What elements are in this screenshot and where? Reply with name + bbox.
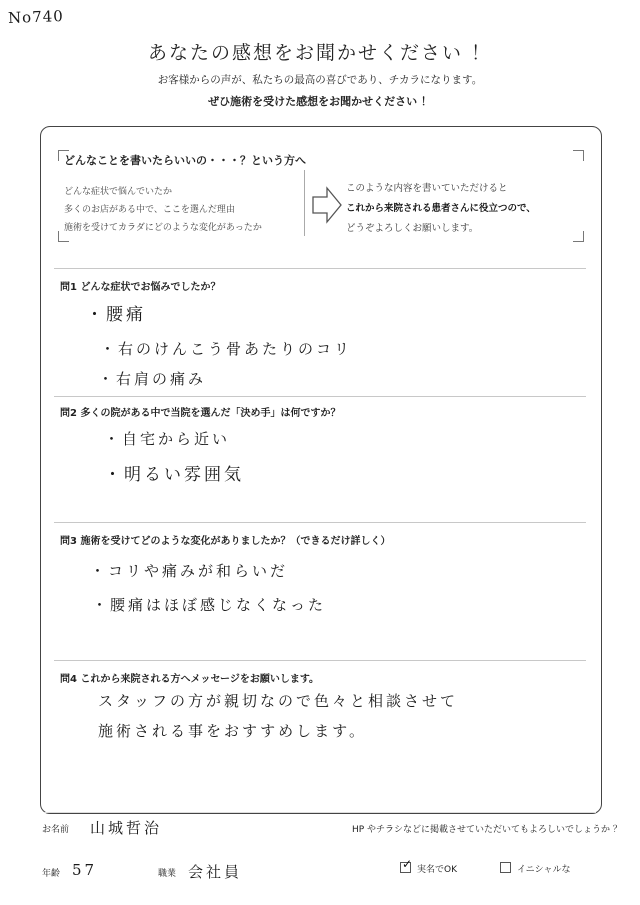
name-label: お名前 xyxy=(42,825,70,835)
question-1-answer: ・右のけんこう骨あたりのコリ xyxy=(100,340,353,358)
question-1-answer: ・腰痛 xyxy=(86,305,146,325)
option-real-name[interactable] xyxy=(400,857,457,875)
question-2-answer: ・自宅から近い xyxy=(104,430,231,448)
occupation-field: 会社員 xyxy=(188,863,243,881)
question-4-answer: 施術される事をおすすめします。 xyxy=(98,722,367,740)
question-1-answer: ・右肩の痛み xyxy=(98,370,207,388)
section-divider xyxy=(54,396,586,397)
publish-consent-question: HP やチラシなどに掲載させていただいてもよろしいでしょうか ？ xyxy=(352,825,622,835)
subtitle-emphasis: ぜひ施術を受けた感想をお聞かせください ！ xyxy=(208,95,432,108)
question-2-label: 問2 多くの院がある中で当院を選んだ「決め手」は何ですか？ xyxy=(60,408,341,419)
question-2-answer: ・明るい雰囲気 xyxy=(104,465,244,485)
document-number: No740 xyxy=(7,7,65,27)
option-initials-label: イニシャルな xyxy=(517,865,571,875)
question-3-answer: ・腰痛はほぼ感じなくなった xyxy=(92,596,327,614)
age-label: 年齢 xyxy=(42,869,61,879)
question-3-label: 問3 施術を受けてどのような変化がありましたか？（できるだけ詳しく） xyxy=(60,536,391,547)
checkbox-real-name[interactable] xyxy=(400,857,413,873)
checkbox-initials[interactable] xyxy=(500,862,511,873)
occupation-label: 職業 xyxy=(158,869,177,879)
section-divider xyxy=(54,268,586,269)
footer-divider xyxy=(44,812,596,813)
subtitle-text: お客様からの声が、私たちの最高の喜びであり、チカラになります。 xyxy=(157,74,483,86)
option-initials[interactable] xyxy=(500,862,570,875)
question-3-answer: ・コリや痛みが和らいだ xyxy=(90,562,289,580)
guide-note-line: どうぞよろしくお願いします。 xyxy=(346,223,479,234)
age-field: 57 xyxy=(72,861,98,879)
section-divider xyxy=(54,522,586,523)
name-field: 山城哲治 xyxy=(90,819,163,837)
section-divider xyxy=(54,660,586,661)
guide-hint-item: 施術を受けてカラダにどのような変化があったか xyxy=(64,223,262,233)
guide-note-line: これから来院される患者さんに役立つので、 xyxy=(346,203,536,214)
question-4-label: 問4 これから来院される方へメッセージをお願いします。 xyxy=(60,674,320,685)
checkmark-icon: ✓ xyxy=(402,857,413,871)
guide-note-line: このような内容を書いていただけると xyxy=(346,183,508,194)
option-real-name-label: 実名でOK xyxy=(417,865,457,875)
right-arrow-icon xyxy=(312,186,342,224)
guide-hint-item: どんな症状で悩んでいたか xyxy=(64,187,173,197)
question-4-answer: スタッフの方が親切なので色々と相談させて xyxy=(98,692,459,710)
guide-divider xyxy=(304,170,305,236)
question-1-label: 問1 どんな症状でお悩みでしたか？ xyxy=(60,282,221,293)
page-title: あなたの感想をお聞かせください ！ xyxy=(147,42,493,64)
guide-title: どんなことを書いたらいいの・・・？という方へ xyxy=(64,154,306,167)
guide-hint-item: 多くのお店がある中で、ここを選んだ理由 xyxy=(64,205,235,215)
